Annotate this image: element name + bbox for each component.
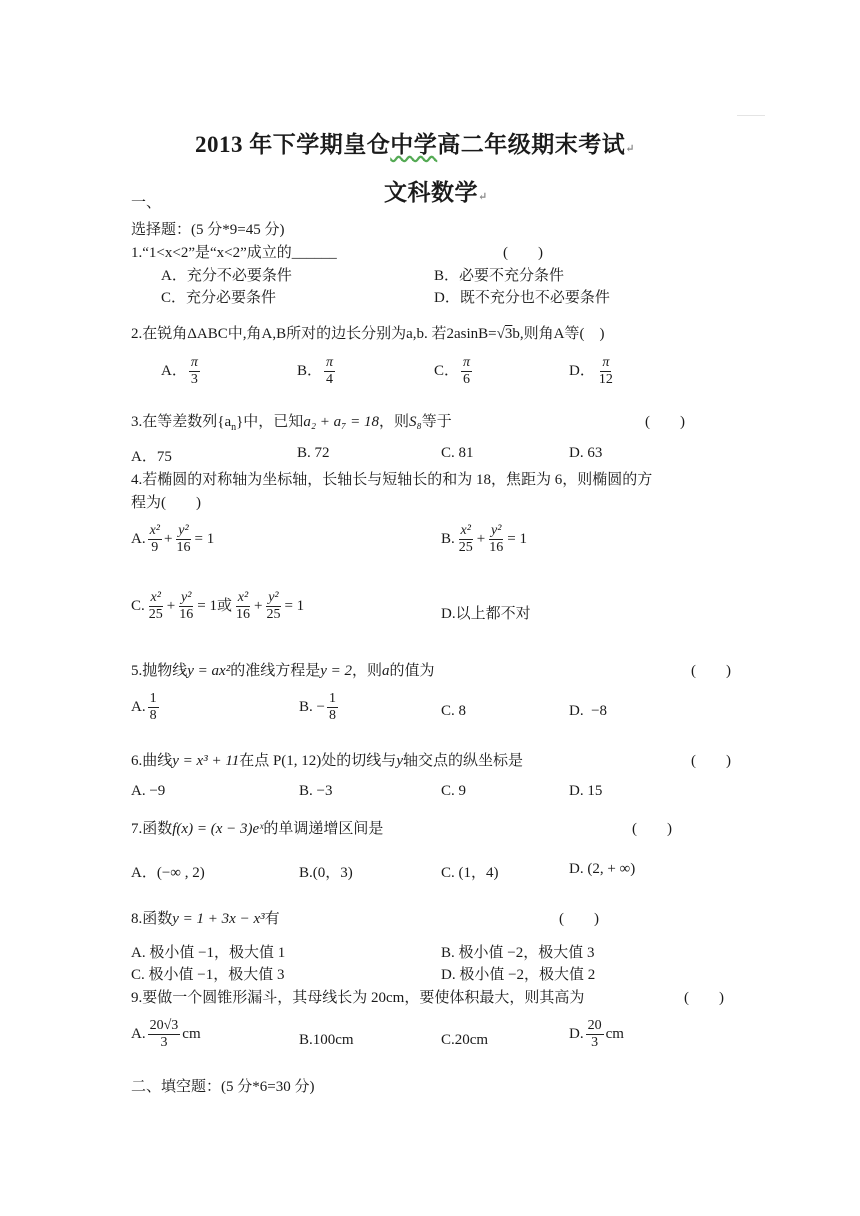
numerator: y²	[176, 523, 190, 540]
q4-stem-line2: 程为( )	[131, 495, 201, 511]
q6-paren: ( )	[691, 753, 731, 769]
q3-expr: a₂ + a₇ = 18	[303, 414, 379, 430]
equals-one: = 1	[507, 531, 527, 548]
fraction	[461, 355, 472, 388]
q3-option-c: C. 81	[441, 445, 474, 461]
q6-text-a: 6.曲线	[131, 753, 173, 769]
plus: +	[166, 598, 176, 615]
denominator: 12	[598, 372, 613, 388]
option-label: D．	[569, 363, 595, 380]
page-corner-mark	[737, 115, 765, 116]
q5-text-c: ，则	[352, 663, 383, 679]
q2-stem	[131, 322, 604, 343]
q7-paren: ( )	[632, 821, 672, 837]
subscript-n: n	[231, 422, 237, 433]
subtitle-text: 文科数学	[384, 180, 478, 205]
option-label: D.	[569, 703, 584, 719]
fraction	[327, 691, 338, 724]
option-label: A.	[131, 531, 146, 548]
numerator: y²	[489, 523, 503, 540]
fraction	[487, 523, 505, 556]
q8-text-b: 有	[264, 911, 280, 927]
unit: cm	[605, 1026, 624, 1043]
denominator: 3	[591, 1035, 599, 1051]
sqrt-symbol: √	[496, 326, 505, 342]
numerator: x²	[236, 590, 250, 607]
section2-heading: 二、填空题：(5 分*6=30 分)	[131, 1079, 315, 1095]
equals-one: = 1	[194, 531, 215, 548]
q5-option-b	[299, 691, 340, 724]
q6-option-b: B. −3	[299, 783, 333, 799]
q7-option-d: D. (2, + ∞)	[569, 861, 636, 877]
section1-heading: 选择题：(5 分*9=45 分)	[131, 222, 285, 238]
q1-stem: 1.“1<x<2”是“x<2”成立的______	[131, 245, 337, 261]
q9-paren: ( )	[684, 990, 724, 1006]
option-label: B．	[297, 363, 323, 380]
minus-sign: −	[316, 699, 325, 716]
q2-option-a	[161, 355, 202, 388]
q3-text-d: 等于	[421, 414, 452, 430]
q5-text-b: 的准线方程是	[230, 663, 321, 679]
option-label: A．	[161, 363, 187, 380]
q3-option-a: A．75	[131, 449, 172, 465]
equals-one: = 1	[197, 598, 217, 615]
q7-option-a: A．(−∞ , 2)	[131, 865, 205, 881]
q6-option-a: A. −9	[131, 783, 166, 799]
option-label: A.	[131, 1026, 146, 1043]
q8-option-a: A. 极小值 −1，极大值 1	[131, 945, 286, 961]
q2-option-d	[569, 355, 617, 388]
q2-option-b	[297, 355, 337, 388]
q6-text-c: 轴交点的纵坐标是	[402, 753, 523, 769]
return-mark: ↵	[478, 191, 488, 203]
fraction	[189, 355, 200, 388]
plus: +	[476, 531, 486, 548]
fraction	[174, 523, 192, 556]
plus: +	[253, 598, 263, 615]
option-label: C．	[434, 363, 460, 380]
denominator: 16	[489, 540, 504, 556]
q1-option-c: C．充分必要条件	[161, 290, 277, 306]
q7-text-a: 7.函数	[131, 821, 173, 837]
q4-option-c	[131, 590, 304, 623]
numerator: π	[461, 355, 472, 372]
q8-text-a: 8.函数	[131, 911, 173, 927]
q8-paren: ( )	[559, 911, 599, 927]
q6-stem	[131, 749, 523, 770]
denominator: 25	[266, 607, 281, 623]
q5-text-d: 的值为	[389, 663, 435, 679]
fraction	[148, 1018, 181, 1051]
denominator: 3	[160, 1035, 168, 1051]
exam-title	[195, 126, 635, 159]
q1-paren: ( )	[503, 245, 543, 261]
fraction	[148, 691, 159, 724]
q8-option-b: B. 极小值 −2，极大值 3	[441, 945, 595, 961]
fraction	[597, 355, 615, 388]
numerator: x²	[148, 523, 162, 540]
q3-text-b: }中，已知	[236, 414, 304, 430]
q9-option-a	[131, 1018, 201, 1051]
q2-option-c	[434, 355, 474, 388]
q6-y: y	[396, 753, 403, 769]
denominator: 8	[149, 708, 157, 724]
q4-option-a	[131, 523, 214, 556]
q4-option-d: D.以上都不对	[441, 606, 531, 622]
q7-expr: f(x) = (x − 3)eˣ	[172, 821, 264, 837]
q5-option-a	[131, 691, 161, 724]
fraction	[234, 590, 252, 623]
denominator: 16	[235, 607, 250, 623]
q3-paren: ( )	[645, 414, 685, 430]
q7-option-b: B.(0，3)	[299, 865, 353, 881]
q6-text-b: 在点 P(1, 12)处的切线与	[239, 753, 397, 769]
numerator: 20√3	[148, 1018, 181, 1035]
fraction	[147, 590, 165, 623]
option-label: C.	[131, 598, 145, 615]
q2-text-a: 2.在锐角ΔABC中,角A,B所对的边长分别为a,b. 若2asinB=	[131, 326, 497, 342]
fraction	[457, 523, 475, 556]
option-label: A.	[131, 699, 146, 716]
numerator: y²	[179, 590, 193, 607]
title-wavy: 中学	[390, 132, 438, 157]
option-label: B.	[299, 699, 313, 716]
return-mark: ↵	[625, 143, 635, 155]
q9-stem: 9.要做一个圆锥形漏斗，其母线长为 20cm，要使体积最大，则其高为	[131, 990, 585, 1006]
q3-stem	[131, 410, 452, 433]
q5-paren: ( )	[691, 663, 731, 679]
q3-text-c: ，则	[379, 414, 410, 430]
denominator: 16	[176, 540, 191, 556]
q8-stem	[131, 907, 280, 928]
q1-option-a: A．充分不必要条件	[161, 268, 292, 284]
numerator: 1	[148, 691, 159, 708]
q8-option-c: C. 极小值 −1，极大值 3	[131, 967, 285, 983]
denominator: 4	[326, 372, 334, 388]
numerator: 20	[586, 1018, 604, 1035]
title-suffix: 高二年级期末考试	[437, 132, 626, 157]
q2-paren: )	[584, 326, 605, 342]
q2-root: 3	[504, 326, 513, 342]
option-label: B.	[441, 531, 455, 548]
section1-number: 一、	[131, 195, 162, 211]
denominator: 8	[328, 708, 336, 724]
plus: +	[164, 531, 173, 548]
option-value: −8	[591, 703, 608, 719]
q9-option-c: C.20cm	[441, 1032, 489, 1048]
q2-text-b: b,则角A等(	[512, 326, 585, 342]
q8-option-d: D. 极小值 −2，极大值 2	[441, 967, 596, 983]
numerator: π	[600, 355, 611, 372]
option-label: D.	[569, 1026, 584, 1043]
q9-option-d	[569, 1018, 624, 1051]
q6-expr: y = x³ + 11	[172, 753, 240, 769]
q7-text-b: 的单调递增区间是	[263, 821, 384, 837]
fraction	[324, 355, 335, 388]
equals-one: = 1	[284, 598, 305, 615]
q5-stem	[131, 659, 435, 680]
q1-option-d: D．既不充分也不必要条件	[434, 290, 610, 306]
numerator: x²	[149, 590, 163, 607]
numerator: x²	[459, 523, 473, 540]
denominator: 3	[190, 372, 198, 388]
denominator: 25	[148, 607, 163, 623]
q5-option-d	[569, 703, 607, 720]
denominator: 9	[151, 540, 159, 556]
q5-option-c: C. 8	[441, 703, 467, 719]
fraction	[148, 523, 162, 556]
q5-a: a	[382, 663, 390, 679]
numerator: y²	[266, 590, 280, 607]
denominator: 16	[179, 607, 194, 623]
q3-s8: S₈	[409, 414, 422, 430]
numerator: 1	[327, 691, 338, 708]
q4-option-b	[441, 523, 527, 556]
q4-stem-line1: 4.若椭圆的对称轴为坐标轴，长轴长与短轴长的和为 18，焦距为 6，则椭圆的方	[131, 472, 653, 488]
q5-expr2: y = 2	[320, 663, 352, 679]
or-word: 或	[216, 598, 232, 615]
q7-option-c: C. (1，4)	[441, 865, 499, 881]
numerator: π	[324, 355, 335, 372]
denominator: 6	[463, 372, 471, 388]
q6-option-d: D. 15	[569, 783, 603, 799]
exam-subtitle	[384, 174, 488, 207]
denominator: 25	[458, 540, 473, 556]
q3-text-a: 3.在等差数列{a	[131, 414, 232, 430]
fraction	[177, 590, 195, 623]
q3-option-b: B. 72	[297, 445, 330, 461]
fraction	[264, 590, 282, 623]
q8-expr: y = 1 + 3x − x³	[172, 911, 265, 927]
q1-option-b: B．必要不充分条件	[434, 268, 565, 284]
q5-expr: y = ax²	[187, 663, 231, 679]
q9-option-b: B.100cm	[299, 1032, 354, 1048]
fraction	[586, 1018, 604, 1051]
title-prefix: 2013 年下学期皇仓	[195, 132, 391, 157]
q6-option-c: C. 9	[441, 783, 467, 799]
q7-stem	[131, 817, 383, 838]
q5-text-a: 5.抛物线	[131, 663, 188, 679]
unit: cm	[182, 1026, 201, 1043]
numerator: π	[189, 355, 200, 372]
q3-option-d: D. 63	[569, 445, 603, 461]
